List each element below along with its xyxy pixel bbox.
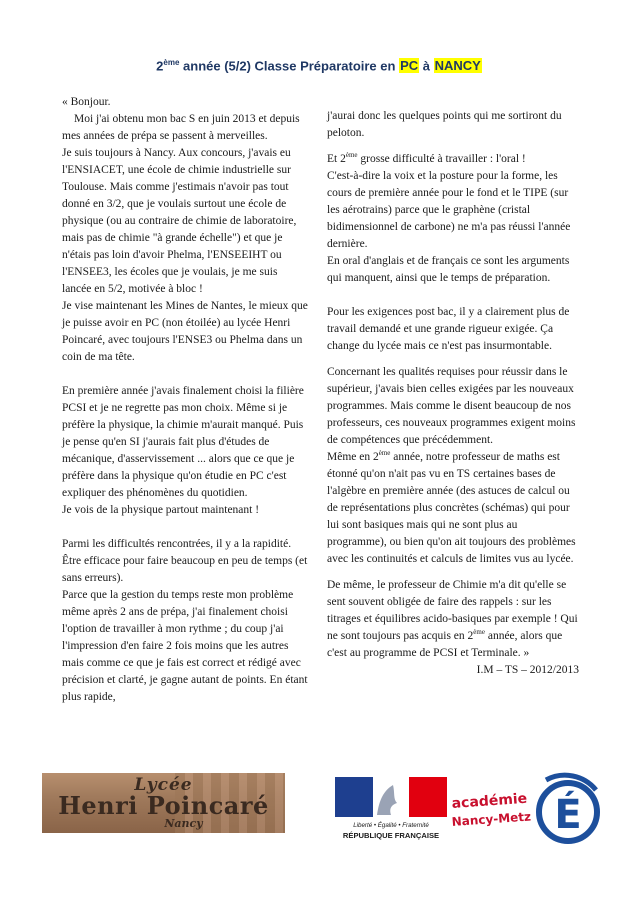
republique-francaise-logo [333,775,449,841]
paragraph: C'est-à-dire la voix et la posture pour la forme, les cours de première année pour le fond et le TIPE (sur les aérotrains) parce que le graphène (cristal bidimensionnel de carbone) ne m'a pas réussi l'année dernière. [327,170,571,250]
lycee-logo-line2: Henri Poincaré [58,791,269,820]
paragraph: j'aurai donc les quelques points qui me sortiront du peloton. [327,110,562,139]
paragraph [327,577,579,662]
signature: I.M – TS – 2012/2013 [476,664,579,676]
title-city: NANCY [434,58,481,74]
ordinal-suffix: ème [345,151,358,160]
paragraph: Pour les exigences post bac, il y a clairement plus de travail demandé et une grande rigueur exigée. Ça change du lycée mais ce n'est pas insurmontable. [327,306,570,352]
rf-name: RÉPUBLIQUE FRANÇAISE [342,831,440,840]
text-run: année, alors que c'est au programme de PCSI et Terminale. » [327,630,563,659]
title-connector: à [419,58,434,74]
paragraph [327,151,579,168]
title-highlight: PC [400,58,419,74]
acad-letter: É [554,792,582,838]
paragraph: Moi j'ai obtenu mon bac S en juin 2013 et depuis mes années de prépa se passent à merveilles. [62,113,300,142]
paragraph: Je vois de la physique partout maintenant ! [62,504,260,516]
paragraph: En première année j'avais finalement choisi la filière PCSI et je ne regrette pas mon choix. Même si je préfère la physique, la chimie m'aurait manqué. Puis je pense qu'en SI j'aurais fait plus d'études de mécanique, d'asservissement ... alors que ce que je préfère dans la physique qu'on étudie en PC c'est expliquer des phénomènes du quotidien. [62,385,304,499]
paragraph: Parce que la gestion du temps reste mon problème même après 2 ans de prépa, j'ai finalement choisi l'option de travailler à mon rythme ; du coup j'ai l'impression d'en faire 2 fois moins que les autres mais comme ce que je fais est correct et rédigé avec précision et clarté, je gagne autant de points. En étant plus rapide, [62,589,308,703]
acad-line1: académie [451,790,528,812]
right-column [327,108,579,679]
title-year: 2 [156,58,164,74]
text-run: grosse difficulté à travailler : l'oral ! [357,153,526,165]
rf-motto: Liberté • Égalité • Fraternité [353,822,429,829]
text-run: De même, le professeur de Chimie m'a dit qu'elle se sent souvent obligée de faire des rappels : sur les titrages et équilibres acido-basiques par exemple ! Qui ne sont toujours pas acquis en 2 [327,579,578,642]
rf-blue-band [335,777,373,817]
ordinal-suffix: ème [378,449,391,458]
lycee-logo-line1: Lycée [134,775,193,795]
lycee-logo-line3: Nancy [164,817,203,830]
greeting: « Bonjour. [62,96,111,108]
paragraph: Je vise maintenant les Mines de Nantes, le mieux que je puisse avoir en PC (non étoilée) au lycée Henri Poincaré, avec toujours l'ENSE3 ou Phelma dans un coin de ma tête. [62,300,308,363]
text-run: Et 2 [327,153,346,165]
paragraph: Parmi les difficultés rencontrées, il y a la rapidité. Être efficace pour faire beaucoup en peu de temps (et sans erreurs). [62,538,308,584]
title-text: année (5/2) Classe Préparatoire en [179,58,400,74]
rf-red-band [409,777,447,817]
text-run: année, notre professeur de maths est étonné qu'on n'ait pas vu en TS certaines bases de l'algèbre en première année (des astuces de calcul ou de représentations plus concrètes (schémas) qui pour lui sont basiques mais qui ne sont plus au programme), ou bien qu'on ait toujours des problèmes avec les continuités et calculs de limites vus au lycée. [327,451,576,565]
page-title [0,58,638,73]
paragraph [327,449,579,568]
text-run: Même en 2 [327,451,379,463]
academie-nancy-metz-logo [450,768,600,848]
paragraph: En oral d'anglais et de français ce sont les arguments qui manquent, ainsi que le temps de préparation. [327,255,570,284]
paragraph: Je suis toujours à Nancy. Aux concours, j'avais eu l'ENSIACET, une école de chimie industrielle sur Toulouse. Mais comme j'estimais n'avoir pas tout donné en 3/2, que je voulais surtout une école de physique (ou au contraire de chimie de laboratoire, mais pas de chimie "à grande échelle") et que je n'étais pas loin d'avoir Phelma, l'ENSEEIHT ou l'ENSEE3, les écoles que je voulais, je me suis lancée en 5/2, motivée à bloc ! [62,147,297,295]
paragraph: Concernant les qualités requises pour réussir dans le supérieur, j'avais bien celles exigées par les nouveaux programmes. Mais comme le disent beaucoup de nos professeurs, ces nouveaux programmes exigent moins de compétences que précédemment. [327,366,576,446]
acad-line2: Nancy-Metz [451,809,532,829]
title-year-suffix: ème [163,58,180,67]
lycee-henri-poincare-logo [42,773,285,833]
left-column [62,94,308,706]
ordinal-suffix: ème [473,628,485,637]
